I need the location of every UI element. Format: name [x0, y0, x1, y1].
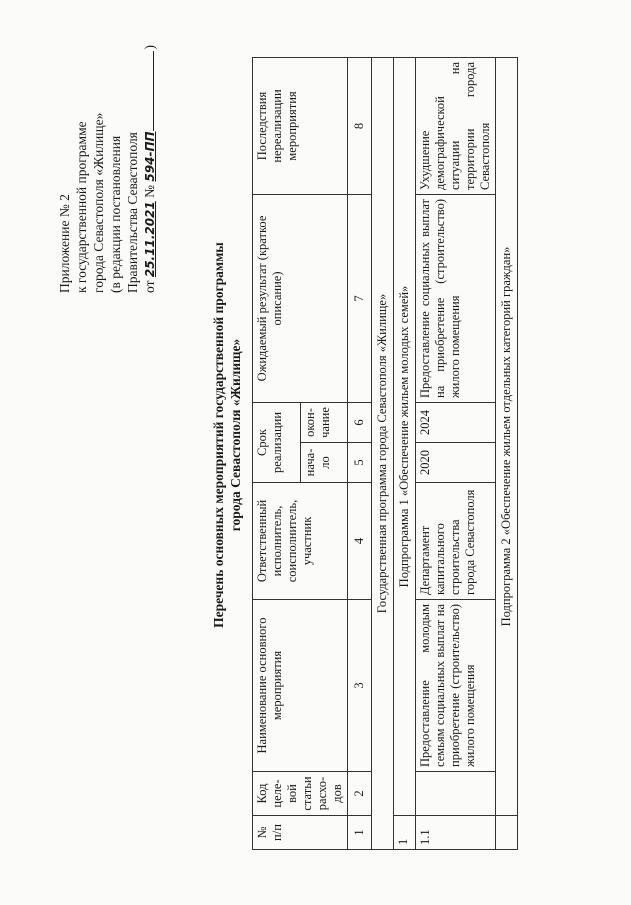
column-numbers-row: [348, 57, 372, 849]
col-number: 4: [348, 483, 372, 600]
close-paren: ): [142, 44, 157, 50]
col-number: 1: [348, 816, 372, 850]
col-number: 7: [348, 194, 372, 402]
header-term-start: нача-ло: [300, 443, 348, 483]
program-row: [372, 57, 394, 849]
row-code: [416, 772, 496, 816]
signature-blank-line: [141, 51, 154, 131]
row-responsible: Департамент капитального строительства города Севастополя: [416, 483, 496, 600]
annex-line-5: Правительства Севастополя: [125, 132, 140, 293]
table-row: [416, 57, 496, 849]
row-result: Предоставление социальных выплат на приобретение (строительство) жилого помещения: [416, 194, 496, 402]
measures-table: [252, 57, 518, 850]
annex-line-2: к государственной программе: [74, 121, 89, 293]
handwritten-number: 594-ПП: [143, 131, 157, 182]
title-line-1: Перечень основных мероприятий государственной программы: [211, 242, 226, 628]
col-number: 3: [348, 600, 372, 772]
annex-block: [56, 44, 159, 293]
number-prefix: №: [142, 184, 157, 198]
header-code: Код целе-вой статьи расхо-дов: [253, 772, 348, 816]
row-consequences: Ухудшение демографической ситуации на территории города Севастополя: [416, 57, 496, 194]
header-term: Срок реализации: [253, 402, 301, 482]
header-term-end: окон-чание: [300, 402, 348, 442]
header-num: № п/п: [253, 816, 348, 850]
subprogram-2-num: [496, 816, 518, 850]
row-num: 1.1: [416, 816, 496, 850]
header-result: Ожидаемый результат (краткое описание): [253, 194, 348, 402]
header-name: Наименование основного мероприятия: [253, 600, 348, 772]
subprogram-2-title: Подпрограмма 2 «Обеспечение жильем отдельных категорий граждан»: [496, 57, 518, 815]
row-end: 2024: [416, 402, 496, 442]
row-name: Предоставление молодым семьям социальных выплат на приобретение (строительство) жилого помещения: [416, 600, 496, 772]
annex-line-1: Приложение № 2: [57, 194, 72, 293]
subprogram-2-row: [496, 57, 518, 849]
annex-line-3: города Севастополя «Жилище»: [91, 112, 106, 293]
col-number: 5: [348, 443, 372, 483]
annex-date-line: [141, 44, 159, 293]
col-number: 8: [348, 57, 372, 194]
subprogram-1-num: 1: [394, 816, 416, 850]
handwritten-date: 25.11.2021: [143, 201, 157, 278]
document-title: [210, 115, 244, 755]
col-number: 2: [348, 772, 372, 816]
header-responsible: Ответственный исполнитель, соисполнитель, участник: [253, 483, 348, 600]
title-line-2: города Севастополя «Жилище»: [228, 338, 243, 532]
date-prefix: от: [142, 280, 157, 293]
col-number: 6: [348, 402, 372, 442]
annex-line-4: (в редакции постановления: [108, 135, 123, 293]
subprogram-1-row: [394, 57, 416, 849]
header-consequences: Последствия нереализации мероприятия: [253, 57, 348, 194]
row-start: 2020: [416, 443, 496, 483]
header-row-1: [253, 57, 301, 849]
subprogram-1-title: Подпрограмма 1 «Обеспечение жильем молодых семей»: [394, 57, 416, 815]
program-title: Государственная программа города Севастополя «Жилище»: [372, 57, 394, 849]
